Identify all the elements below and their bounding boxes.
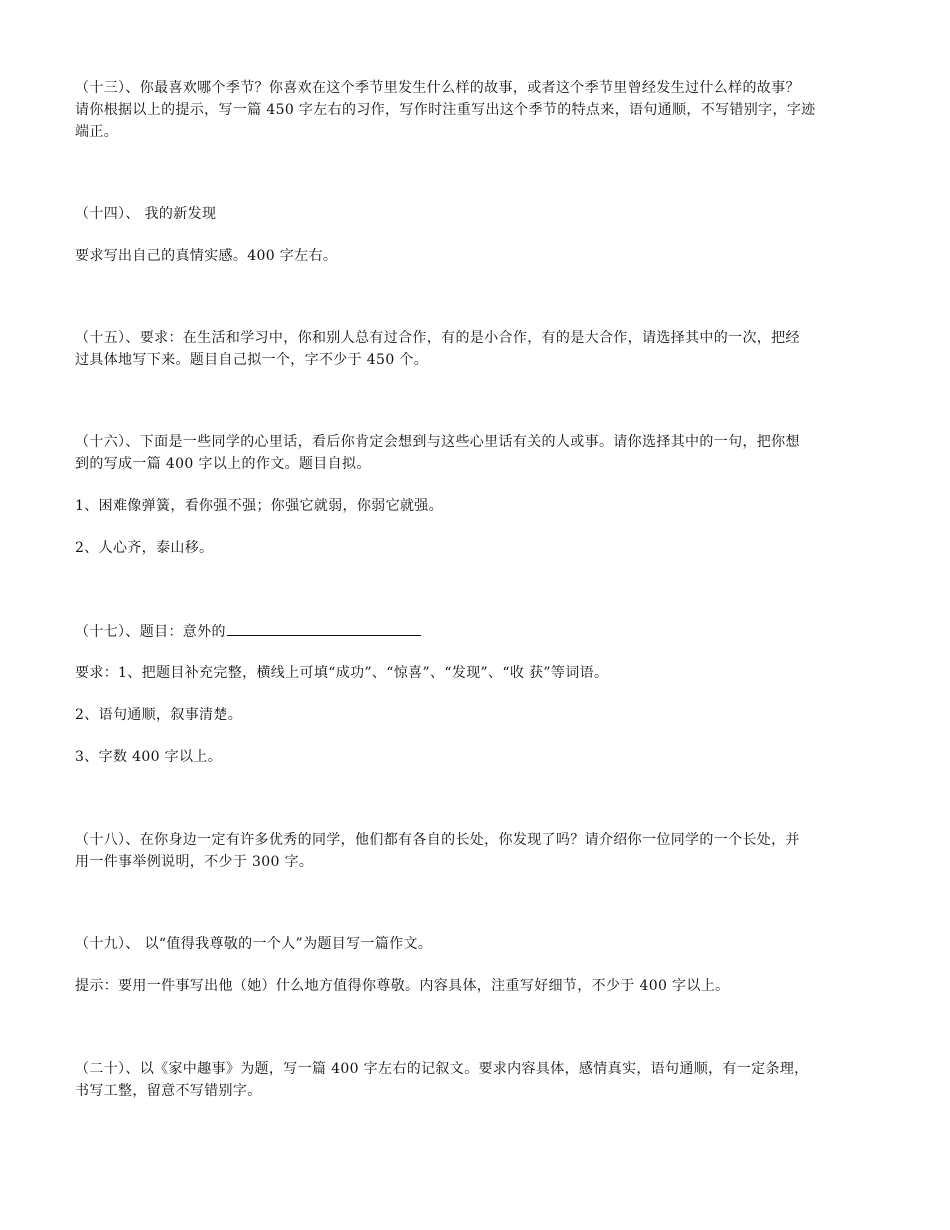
s17-requirement-2: 2、语句通顺，叙事清楚。	[75, 707, 243, 723]
s20-line-1: （二十）、以《家中趣事》为题，写一篇 400 字左右的记叙文。要求内容具体，感情真实，语句通顺，有一定条理，	[75, 1061, 809, 1077]
s14-title: （十四）、 我的新发现	[75, 206, 217, 222]
s16-item-1: 1、困难像弹簧，看你强不强；你强它就弱，你弱它就强。	[75, 498, 444, 514]
s19-title: （十九）、 以“值得我尊敬的一个人”为题目写一篇作文。	[75, 936, 433, 952]
s14-requirement: 要求写出自己的真情实感。400 字左右。	[75, 248, 338, 264]
s19-hint: 提示：要用一件事写出他（她）什么地方值得你尊敬。内容具体，注重写好细节，不少于 400 字以上。	[75, 978, 730, 994]
s13-line-2: 请你根据以上的提示，写一篇 450 字左右的习作，写作时注重写出这个季节的特点来，语句通顺，不写错别字，字迹	[75, 102, 816, 118]
s18-line-2: 用一件事举例说明，不少于 300 字。	[75, 854, 314, 870]
s16-line-1: （十六）、下面是一些同学的心里话，看后你肯定会想到与这些心里话有关的人或事。请你选择其中的一句，把你想	[75, 434, 800, 450]
s13-line-3: 端正。	[75, 124, 119, 140]
s15-line-2: 过具体地写下来。题目自己拟一个，字不少于 450 个。	[75, 352, 429, 368]
s17-fill-blank	[227, 620, 421, 636]
s20-line-2: 书写工整，留意不写错别字。	[75, 1083, 262, 1099]
s18-line-1: （十八）、在你身边一定有许多优秀的同学，他们都有各自的长处，你发现了吗？请介绍你一位同学的一个长处，并	[75, 832, 800, 848]
s16-line-2: 到的写成一篇 400 字以上的作文。题目自拟。	[75, 456, 371, 472]
s15-line-1: （十五）、要求：在生活和学习中，你和别人总有过合作，有的是小合作，有的是大合作，请选择其中的一次，把经	[75, 330, 800, 346]
s16-item-2: 2、人心齐，泰山移。	[75, 540, 214, 556]
s17-requirement-1: 要求：1、把题目补充完整，横线上可填“成功”、“惊喜”、“发现”、“收 获”等词语。	[75, 665, 609, 681]
s17-requirement-3: 3、字数 400 字以上。	[75, 749, 223, 765]
s17-title-line	[75, 620, 875, 643]
s13-line-1: （十三）、你最喜欢哪个季节？你喜欢在这个季节里发生什么样的故事，或者这个季节里曾经发生过什么样的故事？	[75, 80, 800, 96]
s17-title: （十七）、题目：意外的	[75, 624, 226, 640]
